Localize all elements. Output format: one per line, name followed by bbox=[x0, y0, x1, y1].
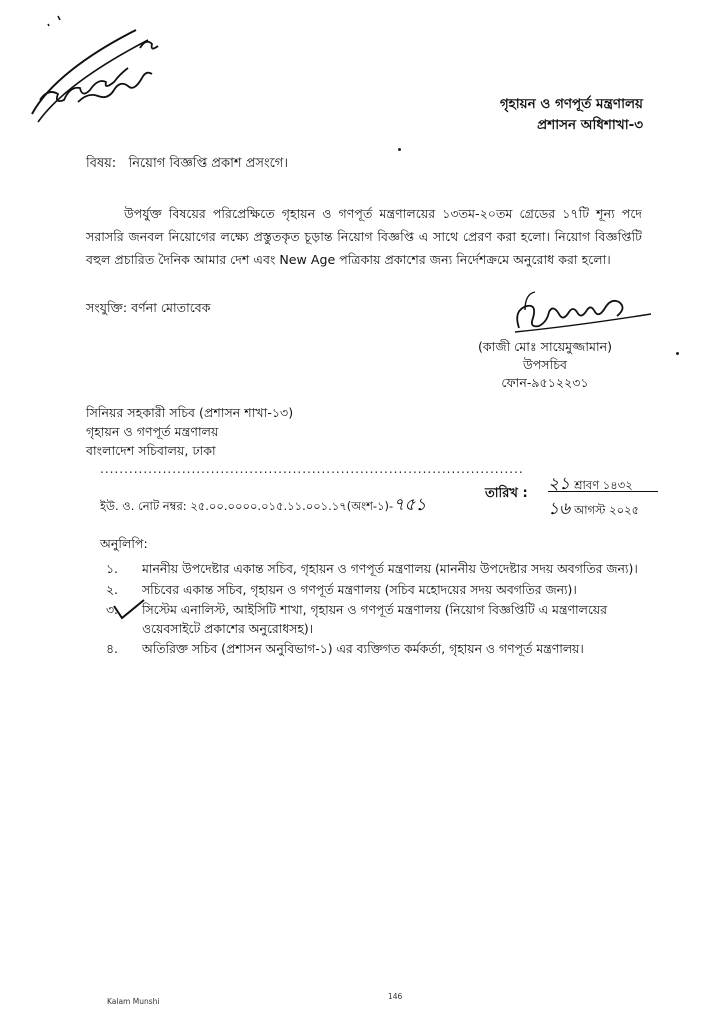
memo-number-line bbox=[100, 492, 426, 520]
recipient-line-3: বাংলাদেশ সচিবালয়, ঢাকা bbox=[86, 443, 216, 458]
handwritten-stamp-icon bbox=[18, 14, 178, 124]
recipient-line-2: গৃহায়ন ও গণপূর্ত মন্ত্রণালয় bbox=[86, 424, 219, 439]
page-number: 146 bbox=[388, 992, 403, 1001]
body-paragraph-text: উপর্যুক্ত বিষয়ের পরিপ্রেক্ষিতে গৃহায়ন ও গণপূর্ত মন্ত্রণালয়ের ১৩তম-২০তম গ্রেডের ১৭টি শূন্য পদে সরাসরি জনবল নিয়োগের লক্ষ্যে প্রস্তুতকৃত চূড়ান্ত নিয়োগ বিজ্ঞপ্তি এ সাথে প্রেরণ করা হলো। নিয়োগ বিজ্ঞপ্তিটি বহুল প্রচারিত দৈনিক আমার দেশ এবং New Age পত্রিকায় প্রকাশের জন্য নির্দেশক্রমে অনুরোধ করা হলো। bbox=[86, 206, 642, 267]
list-item-text: সচিবের একান্ত সচিব, গৃহায়ন ও গণপূর্ত মন্ত্রণালয় (সচিব মহোদয়ের সদয় অবগতির জন্য)। bbox=[142, 581, 577, 597]
signature-icon bbox=[505, 288, 655, 344]
memo-handwritten-suffix: ৭৫১ bbox=[393, 495, 427, 515]
ink-speck bbox=[676, 352, 679, 355]
subject-text: নিয়োগ বিজ্ঞপ্তি প্রকাশ প্রসংগে। bbox=[128, 156, 288, 171]
list-item bbox=[100, 601, 645, 638]
list-item bbox=[100, 560, 645, 579]
attachment-line: সংযুক্তি: বর্ণনা মোতাবেক bbox=[86, 300, 211, 315]
date-greg-month-year: আগস্ট ২০২৫ bbox=[574, 503, 640, 517]
date-greg-day: ১৬ bbox=[548, 499, 571, 519]
list-item-number: ৩. bbox=[106, 602, 118, 617]
list-item bbox=[100, 640, 645, 659]
list-item-number: ৪. bbox=[106, 641, 118, 656]
signer-designation: উপসচিব bbox=[522, 357, 568, 372]
subject-label: বিষয়: bbox=[86, 156, 117, 171]
list-item-text: অতিরিক্ত সচিব (প্রশাসন অনুবিভাগ-১) এর ব্যক্তিগত কর্মকর্তা, গৃহায়ন ও গণপূর্ত মন্ত্রণালয়। bbox=[142, 641, 584, 656]
date-bangla-day: ২১ bbox=[548, 474, 571, 494]
list-item-text: সিস্টেম এনালিস্ট, আইসিটি শাখা, গৃহায়ন ও গণপূর্ত মন্ত্রণালয় (নিয়োগ বিজ্ঞপ্তিটি এ মন্ত্রণালয়ের ওয়েবসাইটে প্রকাশের অনুরোধসহ)। bbox=[142, 602, 607, 636]
body-paragraph bbox=[86, 202, 642, 271]
date-bangla bbox=[548, 471, 658, 492]
ministry-branch: প্রশাসন অধিশাখা-৩ bbox=[537, 117, 643, 133]
ink-speck bbox=[398, 148, 401, 151]
recipient-line-1: সিনিয়র সহকারী সচিব (প্রশাসন শাখা-১৩) bbox=[86, 405, 294, 420]
signer-name: (কাজী মোঃ সায়েমুজ্জামান) bbox=[477, 339, 613, 354]
signer-phone: ফোন-৯৫১২২৩১ bbox=[501, 375, 589, 390]
cc-heading: অনুলিপি: bbox=[100, 536, 148, 551]
date-block bbox=[548, 471, 658, 519]
list-item bbox=[100, 581, 645, 600]
signer-block bbox=[445, 338, 645, 392]
list-item-number: ২. bbox=[106, 581, 118, 597]
cc-list bbox=[100, 560, 645, 661]
subject-line bbox=[86, 154, 288, 175]
footer-author: Kalam Munshi bbox=[107, 997, 160, 1006]
ministry-name: গৃহায়ন ও গণপূর্ত মন্ত্রণালয় bbox=[499, 96, 643, 112]
dotted-separator: ........................................................................................ bbox=[100, 462, 524, 476]
memo-label: ইউ. ও. নোট নম্বর: bbox=[100, 499, 187, 513]
date-bangla-month-year: শ্রাবণ ১৪৩২ bbox=[574, 478, 633, 492]
list-item-number: ১. bbox=[106, 561, 118, 576]
date-label: তারিখ : bbox=[485, 486, 528, 501]
memo-number: ২৫.০০.০০০০.০১৫.১১.০০১.১৭(অংশ-১)- bbox=[190, 499, 394, 513]
recipient-block bbox=[86, 403, 293, 460]
list-item-text: মাননীয় উপদেষ্টার একান্ত সচিব, গৃহায়ন ও গণপূর্ত মন্ত্রণালয় (মাননীয় উপদেষ্টার সদয় অবগতির জন্য)। bbox=[142, 561, 638, 576]
ministry-header bbox=[500, 94, 643, 136]
